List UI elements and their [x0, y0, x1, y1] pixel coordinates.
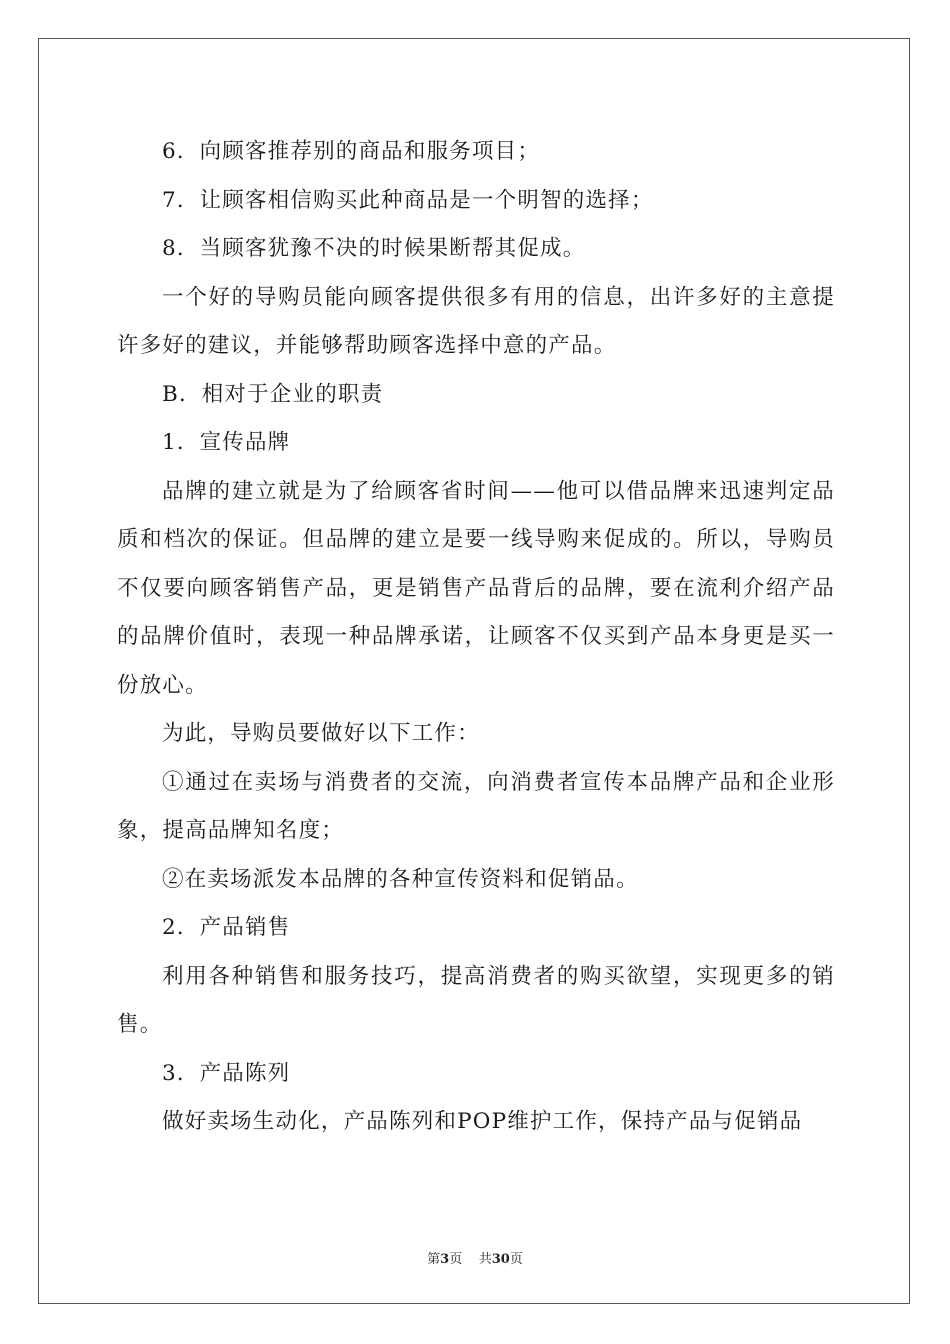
page-prefix: 第 [427, 1252, 441, 1267]
subsection-heading: 3．产品陈列 [162, 1060, 291, 1086]
page-number: 3 [440, 1252, 450, 1267]
page-footer [0, 1248, 950, 1267]
paragraph: 品牌的建立就是为了给顾客省时间——他可以借品牌来迅速判定品质和档次的保证。但品牌的建立是要一线导购来促成的。所以，导购员不仅要向顾客销售产品，更是销售产品背后的品牌，要在流利介绍产品的品牌价值时，表现一种品牌承诺，让顾客不仅买到产品本身更是买一份放心。 [117, 478, 835, 698]
paragraph: 做好卖场生动化，产品陈列和POP维护工作，保持产品与促销品 [162, 1109, 803, 1134]
paragraph: 一个好的导购员能向顾客提供很多有用的信息，出许多好的主意提许多好的建议，并能够帮助顾客选择中意的产品。 [117, 284, 835, 358]
page-suffix: 页 [449, 1252, 463, 1267]
paragraph: 6．向顾客推荐别的商品和服务项目； [162, 139, 541, 164]
section-heading: B．相对于企业的职责 [162, 381, 384, 407]
paragraph: 8．当顾客犹豫不决的时候果断帮其促成。 [162, 236, 586, 261]
list-item: ②在卖场派发本品牌的各种宣传资料和促销品。 [162, 866, 639, 892]
subsection-heading: 2．产品销售 [162, 915, 291, 940]
document-body [117, 128, 835, 1147]
list-item: ①通过在卖场与消费者的交流，向消费者宣传本品牌产品和企业形象，提高品牌知名度； [117, 769, 835, 843]
subsection-heading: 1．宣传品牌 [162, 430, 291, 455]
paragraph: 为此，导购员要做好以下工作： [162, 721, 480, 746]
total-prefix: 共 [478, 1252, 492, 1267]
total-pages: 30 [491, 1252, 510, 1267]
paragraph: 利用各种销售和服务技巧，提高消费者的购买欲望，实现更多的销售。 [117, 963, 835, 1037]
paragraph: 7．让顾客相信购买此种商品是一个明智的选择； [162, 187, 654, 213]
total-suffix: 页 [509, 1252, 523, 1267]
